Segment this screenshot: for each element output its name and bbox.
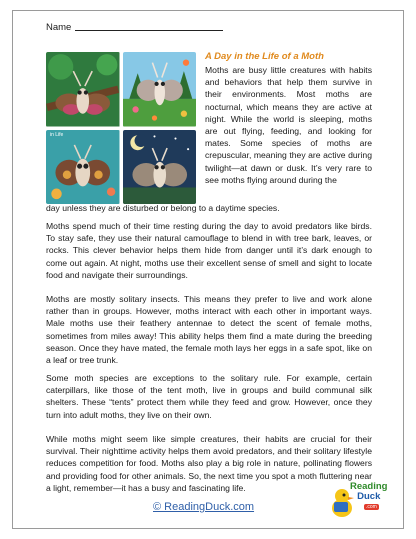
moth-illustration-cartoon bbox=[46, 130, 120, 205]
paragraph-4: Some moth species are exceptions to the solitary rule. For example, certain caterpillars, like those of the tent moth, live in groups and build communal silk shelters. These “tents” protect them while they feed and grow. However, once they turn into adult moths, they live on their own. bbox=[46, 373, 372, 420]
name-line[interactable] bbox=[75, 30, 223, 31]
reading-duck-logo bbox=[330, 478, 396, 522]
paragraph-3: Moths are mostly solitary insects. This means they prefer to live and work alone rather than in groups. However, moths interact with each other in important ways. Male moths use their feathery antennae to detect the scent of female moths, sometimes from miles away! This ability helps them find a mate during the breeding season. Once they have mated, the female moth lays her eggs in a safe spot, like on a leaf or tree trunk. bbox=[46, 294, 372, 366]
moth-illustration-flowers bbox=[123, 52, 197, 127]
paragraph-2: Moths spend much of their time resting during the day to avoid predators like birds. To stay safe, they use their natural camouflage to blend in with tree bark, leaves, or rocks. This clever behavior helps them hide from danger until it’s dark enough to come out again. At night, moths use their excellent sense of smell and sight to locate food and navigate their surroundings. bbox=[46, 221, 372, 280]
moth-illustration-branch bbox=[46, 52, 120, 127]
paragraph-5: While moths might seem like simple creatures, their habits are crucial for their survival. Their nighttime activity helps them avoid predators, and their solitary lifestyle reduces competition for food. Moths also play a big role in nature, pollinating flowers and providing food for other animals. So, the next time you spot a moth fluttering near a light, remember—it has a busy and fascinating life. bbox=[46, 434, 372, 493]
name-label: Name bbox=[46, 22, 72, 33]
paragraph-1-continued: day unless they are disturbed or belong to a daytime species. bbox=[46, 203, 280, 213]
paragraph-1-side: Moths are busy little creatures with habits and behaviors that help them survive in their environments. Most moths are nocturnal, which means they are active at night. While the world is sleeping, moths are out flying, feeding, and looking for mates. Some species of moths are crepuscular, meaning they are active during twilight—at dawn or dusk. It’s very rare to see moths flying around during the bbox=[205, 65, 372, 185]
logo-dotcom: .com bbox=[366, 504, 377, 510]
tile-caption: in Life bbox=[50, 131, 64, 138]
site-link[interactable]: © ReadingDuck.com bbox=[153, 501, 255, 513]
moth-illustration-grid bbox=[46, 52, 196, 204]
moth-illustration-night bbox=[123, 130, 197, 205]
name-field-row bbox=[46, 22, 223, 33]
logo-text: Reading Duck bbox=[350, 481, 388, 502]
article-title: A Day in the Life of a Moth bbox=[205, 51, 324, 62]
